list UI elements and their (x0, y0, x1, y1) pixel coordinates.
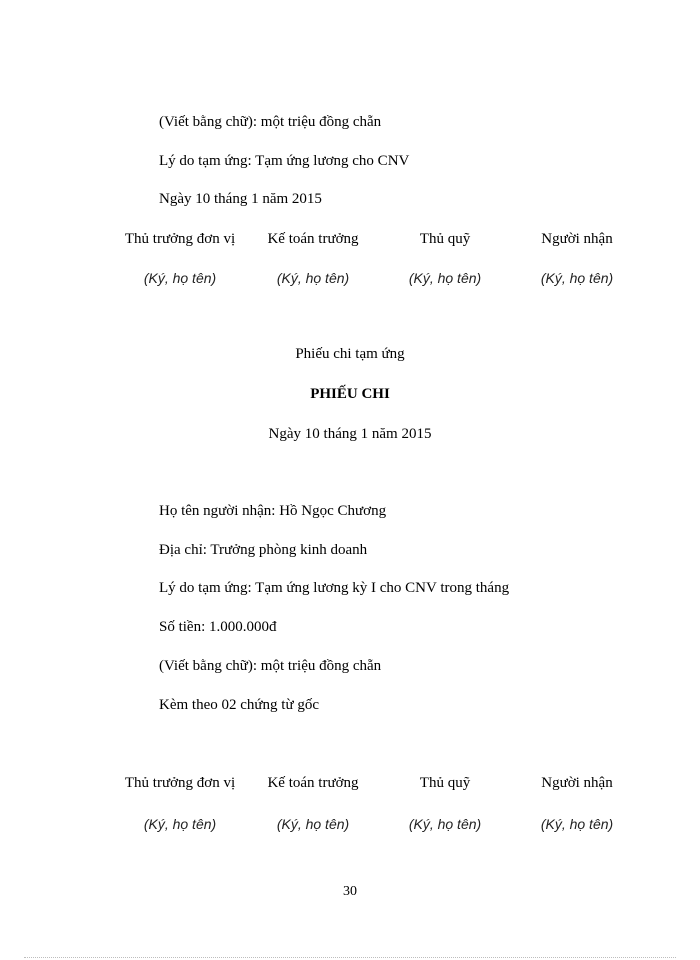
address-line: Địa chỉ: Trưởng phòng kinh doanh (159, 542, 368, 558)
recipient-line: Họ tên người nhận: Hồ Ngọc Chương (159, 503, 387, 519)
signature-role-cashier: Thủ quỹ (419, 775, 471, 791)
signature-role-recipient: Người nhận (541, 231, 613, 247)
signature-note: (Ký, họ tên) (540, 270, 614, 286)
signature-role-director: Thủ trưởng đơn vị (124, 775, 236, 791)
signature-role-cashier: Thủ quỹ (419, 231, 471, 247)
voucher-title: PHIẾU CHI (310, 386, 390, 402)
signature-note: (Ký, họ tên) (276, 816, 350, 832)
signature-note: (Ký, họ tên) (408, 816, 482, 832)
reason-line: Lý do tạm ứng: Tạm ứng lương kỳ I cho CNV trong tháng (159, 580, 510, 596)
page-bottom-divider (24, 957, 676, 958)
page-number: 30 (343, 884, 357, 899)
amount-line: Số tiền: 1.000.000đ (159, 619, 277, 635)
signature-role-chief-accountant: Kế toán trưởng (267, 775, 359, 791)
signature-note: (Ký, họ tên) (540, 816, 614, 832)
voucher-caption: Phiếu chi tạm ứng (295, 346, 405, 362)
words-line: (Viết bằng chữ): một triệu đồng chẵn (159, 658, 382, 674)
signature-role-recipient: Người nhận (541, 775, 613, 791)
signature-note: (Ký, họ tên) (408, 270, 482, 286)
signature-note: (Ký, họ tên) (143, 816, 217, 832)
top-date-line: Ngày 10 tháng 1 năm 2015 (159, 191, 322, 207)
attachment-line: Kèm theo 02 chứng từ gốc (159, 697, 319, 713)
signature-role-director: Thủ trưởng đơn vị (124, 231, 236, 247)
signature-role-chief-accountant: Kế toán trưởng (267, 231, 359, 247)
signature-note: (Ký, họ tên) (276, 270, 350, 286)
top-words-line: (Viết bằng chữ): một triệu đồng chẵn (159, 114, 382, 130)
voucher-date: Ngày 10 tháng 1 năm 2015 (268, 426, 432, 442)
top-reason-line: Lý do tạm ứng: Tạm ứng lương cho CNV (159, 153, 410, 169)
signature-note: (Ký, họ tên) (143, 270, 217, 286)
